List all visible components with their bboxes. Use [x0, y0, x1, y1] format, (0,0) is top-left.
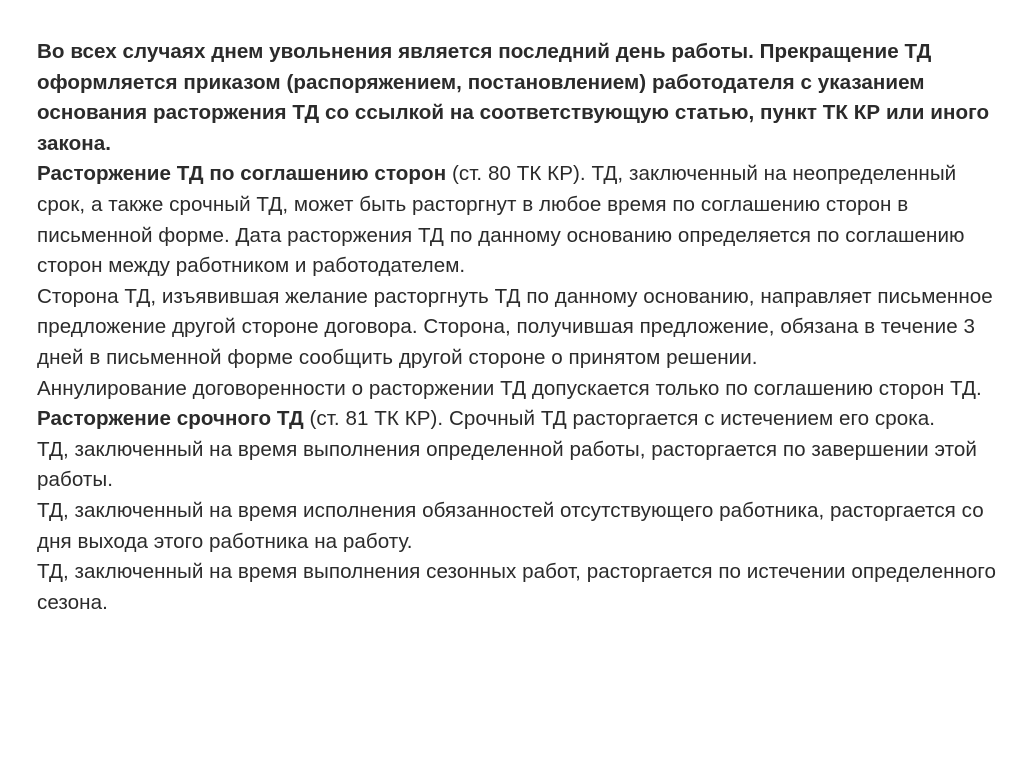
paragraph-text: ТД, заключенный на время выполнения сезонных работ, расторгается по истечении определенного сезона. — [37, 560, 997, 614]
paragraph-text: ТД, заключенный на время исполнения обязанностей отсутствующего работника, расторгается со дня выхода этого работника на работу. — [37, 498, 984, 553]
paragraph-fixed-term-termination — [37, 404, 997, 435]
paragraph-absent-employee — [37, 496, 997, 557]
paragraph-text: Аннулирование договоренности о расторжении ТД допускается только по соглашению сторон ТД. — [37, 376, 982, 400]
document-body — [37, 37, 997, 618]
paragraph-lead: Во всех случаях днем увольнения является последний день работы. Прекращение ТД оформляется приказом (распоряжением, постановлением) работодателя с указанием основания расторжения ТД со ссылкой на соответствующую статью, пункт ТК КР или иного закона. — [37, 40, 990, 155]
paragraph-text: Сторона ТД, изъявившая желание расторгнуть ТД по данному основанию, направляет письменное предложение другой стороне договора. Сторона, получившая предложение, обязана в течение 3 дней в письменной форме сообщить другой стороне о принятом решении. — [37, 284, 993, 369]
paragraph-lead: Расторжение срочного ТД — [37, 407, 304, 431]
paragraph-dismissal-day — [37, 37, 997, 159]
paragraph-specific-work — [37, 435, 997, 496]
paragraph-lead: Расторжение ТД по соглашению сторон — [37, 162, 447, 186]
paragraph-text: (ст. 81 ТК КР). Срочный ТД расторгается с истечением его срока. — [303, 407, 936, 431]
paragraph-seasonal-work — [37, 557, 997, 618]
paragraph-proposal-procedure — [37, 282, 997, 374]
paragraph-annulment — [37, 374, 997, 405]
paragraph-text: (ст. 80 ТК КР). ТД, заключенный на неопределенный срок, а также срочный ТД, может быть расторгнут в любое время по соглашению сторон в письменной форме. Дата расторжения ТД по данному основанию определяется по соглашению сторон между работником и работодателем. — [37, 162, 965, 278]
paragraph-agreement-termination — [37, 159, 997, 281]
paragraph-text: ТД, заключенный на время выполнения определенной работы, расторгается по завершении этой работы. — [37, 437, 977, 492]
